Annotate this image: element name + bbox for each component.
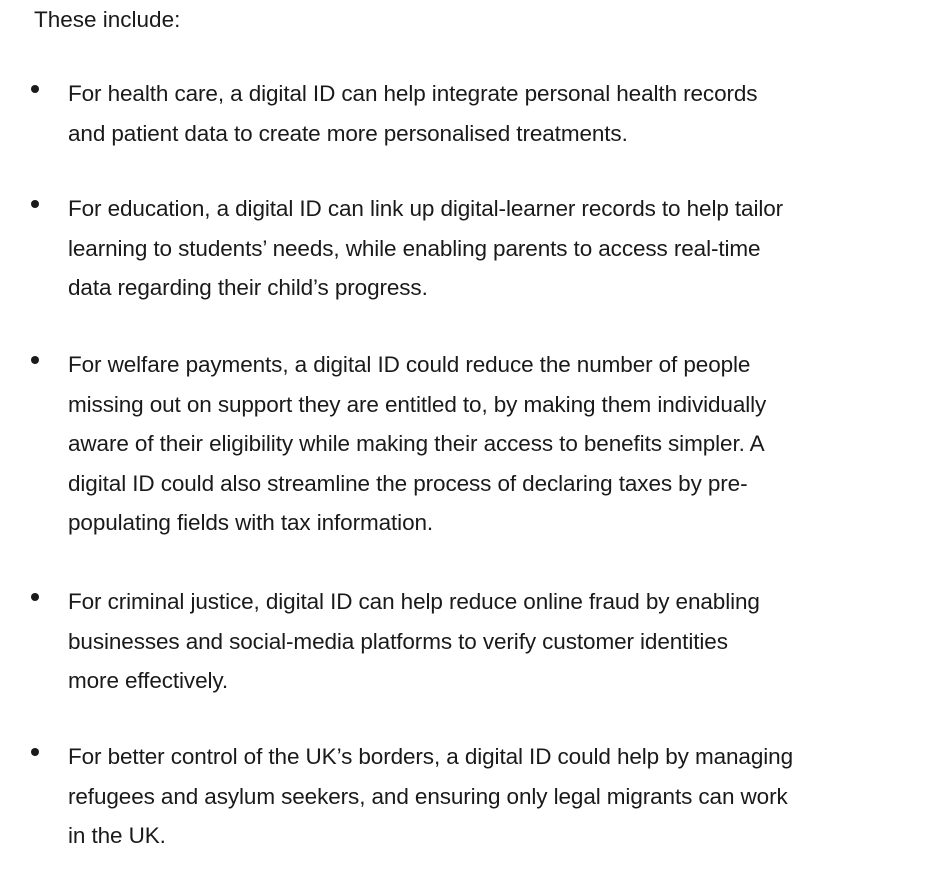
list-item-text: For welfare payments, a digital ID could reduce the number of people missing out on support they are entitled to, by making them individually aware of their eligibility while making their access to benefits simpler. A digital ID could also streamline the process of declaring taxes by pre- populating fields with tax information. [68,352,767,535]
list-item-text: For education, a digital ID can link up digital-learner records to help tailor learning to students’ needs, while enabling parents to access real-time data regarding their child’s progress. [68,196,784,300]
list-item-text: For criminal justice, digital ID can help reduce online fraud by enabling businesses and social-media platforms to verify customer identities more effectively. [68,589,760,693]
bullet-icon [31,85,39,93]
bullet-icon [31,200,39,208]
bullet-icon [31,593,39,601]
intro-text: These include: [34,7,181,32]
list-item-text: For better control of the UK’s borders, a digital ID could help by managing refugees and asylum seekers, and ensuring only legal migrants can work in the UK. [68,744,793,848]
bullet-icon [31,748,39,756]
list-item-text: For health care, a digital ID can help integrate personal health records and patient data to create more personalised treatments. [68,81,758,146]
bullet-icon [31,356,39,364]
